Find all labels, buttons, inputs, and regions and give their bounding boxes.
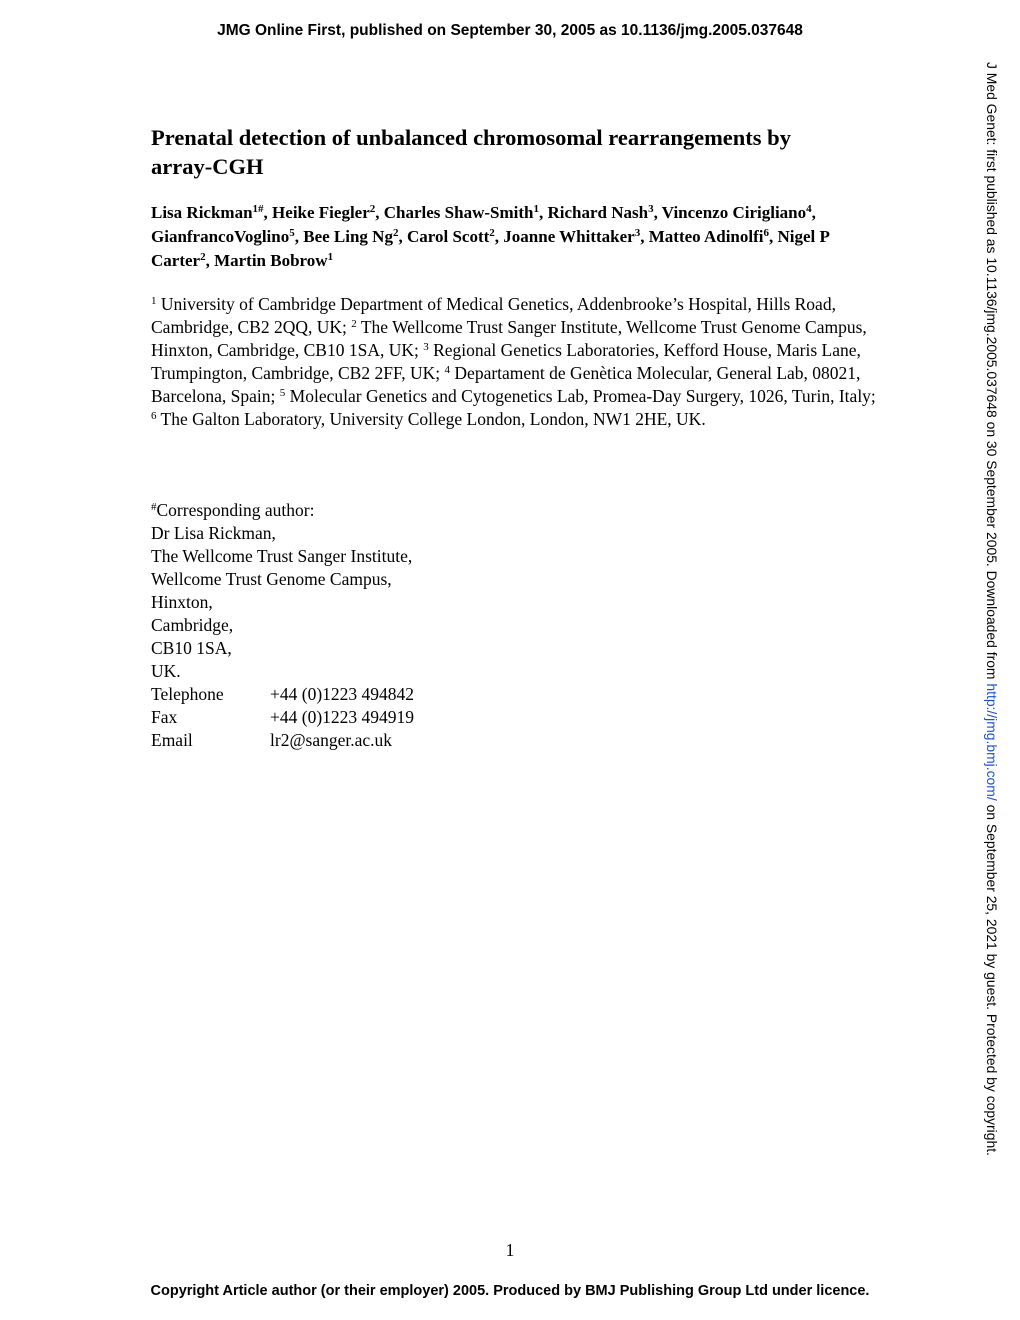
author-name: Joanne Whittaker — [503, 227, 635, 246]
affiliation-text: University of Cambridge Department of Medical Genetics, Addenbrooke’s Hospital, Hills Road, Cambridge, CB2 2QQ, UK; — [151, 294, 836, 337]
email-row — [151, 729, 651, 752]
author — [503, 227, 648, 246]
affiliation-text: The Wellcome Trust Sanger Institute, Wellcome Trust Genome Campus, Hinxton, Cambridge, CB10 1SA, UK; — [151, 317, 867, 360]
author — [649, 227, 778, 246]
corresponding-author-block — [151, 499, 651, 752]
address-line: Dr Lisa Rickman, — [151, 523, 276, 543]
author-name: Martin Bobrow — [214, 251, 328, 270]
copyright-footer: Copyright Article author (or their employer) 2005. Produced by BMJ Publishing Group Ltd under licence. — [150, 1283, 870, 1299]
author-affiliation-sup: 6 — [763, 227, 769, 239]
author-separator: , — [398, 227, 407, 246]
author-affiliation-sup: 1 — [533, 203, 539, 215]
author-separator: , — [294, 227, 304, 246]
email-value[interactable]: lr2@sanger.ac.uk — [270, 730, 393, 750]
author — [384, 203, 548, 222]
author-affiliation-sup: 3 — [648, 203, 654, 215]
author-affiliation-sup: 5 — [289, 227, 295, 239]
side-note-text-after: on September 25, 2021 by guest. Protected by copyright. — [984, 800, 1000, 1156]
author-separator: , — [494, 227, 504, 246]
author-separator: , — [263, 203, 273, 222]
author-name: Nigel P Carter — [151, 227, 829, 270]
author — [272, 203, 384, 222]
author-affiliation-sup: 4 — [806, 203, 812, 215]
side-note-text-before: J Med Genet: first published as 10.1136/jmg.2005.037648 on 30 September 2005. Downloaded from — [984, 62, 1000, 684]
fax-label: Fax — [151, 707, 178, 727]
corresponding-marker: # — [151, 501, 157, 513]
affiliation-text: Regional Genetics Laboratories, Kefford House, Maris Lane, Trumpington, Cambridge, CB2 2FF, UK; — [151, 340, 861, 383]
author — [662, 203, 816, 222]
author-name: Heike Fiegler — [272, 203, 370, 222]
address-line: The Wellcome Trust Sanger Institute, — [151, 546, 413, 566]
author — [303, 227, 407, 246]
author-name: Richard Nash — [547, 203, 649, 222]
fax-value: +44 (0)1223 494919 — [270, 707, 415, 727]
affiliation-item — [280, 386, 876, 406]
address-line: Wellcome Trust Genome Campus, — [151, 569, 392, 589]
affiliation-number: 5 — [279, 387, 286, 399]
email-label: Email — [151, 730, 193, 750]
author-affiliation-sup: 2 — [369, 203, 376, 215]
author — [151, 203, 272, 222]
author-name: GianfrancoVoglino — [151, 227, 290, 246]
author-affiliation-sup: 1 — [327, 251, 334, 263]
affiliation-number: 1 — [151, 295, 157, 307]
author-separator: , — [811, 203, 816, 222]
address-line: UK. — [151, 661, 181, 681]
corresponding-heading-text: Corresponding author: — [156, 500, 315, 520]
affiliation-number: 6 — [151, 410, 157, 422]
author-separator: , — [653, 203, 662, 222]
author-affiliation-sup: 2 — [392, 227, 399, 239]
side-download-note — [984, 62, 1000, 1252]
author-name: Carol Scott — [406, 227, 490, 246]
affiliation-text: Molecular Genetics and Cytogenetics Lab, Promea-Day Surgery, 1026, Turin, Italy; — [285, 386, 876, 406]
affiliation-item — [151, 409, 706, 429]
author — [151, 227, 303, 246]
author-separator: , — [640, 227, 649, 246]
affiliation-number: 2 — [351, 318, 357, 330]
affiliation-list — [151, 293, 881, 431]
article-title: Prenatal detection of unbalanced chromosomal rearrangements by array-CGH — [151, 125, 791, 179]
author-name: Matteo Adinolfi — [648, 227, 764, 246]
author-affiliation-sup: 1# — [252, 203, 264, 215]
journal-link[interactable]: http://jmg.bmj.com/ — [984, 683, 1000, 801]
address-line: Hinxton, — [151, 592, 213, 612]
telephone-label: Telephone — [151, 684, 224, 704]
affiliation-text: The Galton Laboratory, University College London, London, NW1 2HE, UK. — [156, 409, 706, 429]
affiliation-number: 4 — [444, 364, 451, 376]
author — [547, 203, 661, 222]
telephone-value: +44 (0)1223 494842 — [270, 684, 415, 704]
author-affiliation-sup: 2 — [200, 251, 206, 263]
author-name: Vincenzo Cirigliano — [661, 203, 807, 222]
address-line: Cambridge, — [151, 615, 234, 635]
corresponding-heading — [151, 499, 651, 522]
affiliation-number: 3 — [423, 341, 429, 353]
author-separator: , — [375, 203, 384, 222]
author-list — [151, 201, 871, 273]
author-name: Bee Ling Ng — [303, 227, 393, 246]
journal-banner: JMG Online First, published on September 30, 2005 as 10.1136/jmg.2005.037648 — [217, 22, 803, 39]
telephone-row — [151, 683, 651, 706]
author-name: Charles Shaw-Smith — [383, 203, 534, 222]
author — [214, 251, 333, 270]
author — [407, 227, 503, 246]
affiliation-text: Departament de Genètica Molecular, General Lab, 08021, Barcelona, Spain; — [151, 363, 861, 406]
author-affiliation-sup: 3 — [634, 227, 641, 239]
author-separator: , — [205, 251, 215, 270]
address-line: CB10 1SA, — [151, 638, 232, 658]
author-separator: , — [768, 227, 778, 246]
author-separator: , — [538, 203, 548, 222]
author-affiliation-sup: 2 — [489, 227, 495, 239]
fax-row — [151, 706, 651, 729]
author-name: Lisa Rickman — [151, 203, 253, 222]
page-number: 1 — [505, 1240, 515, 1260]
